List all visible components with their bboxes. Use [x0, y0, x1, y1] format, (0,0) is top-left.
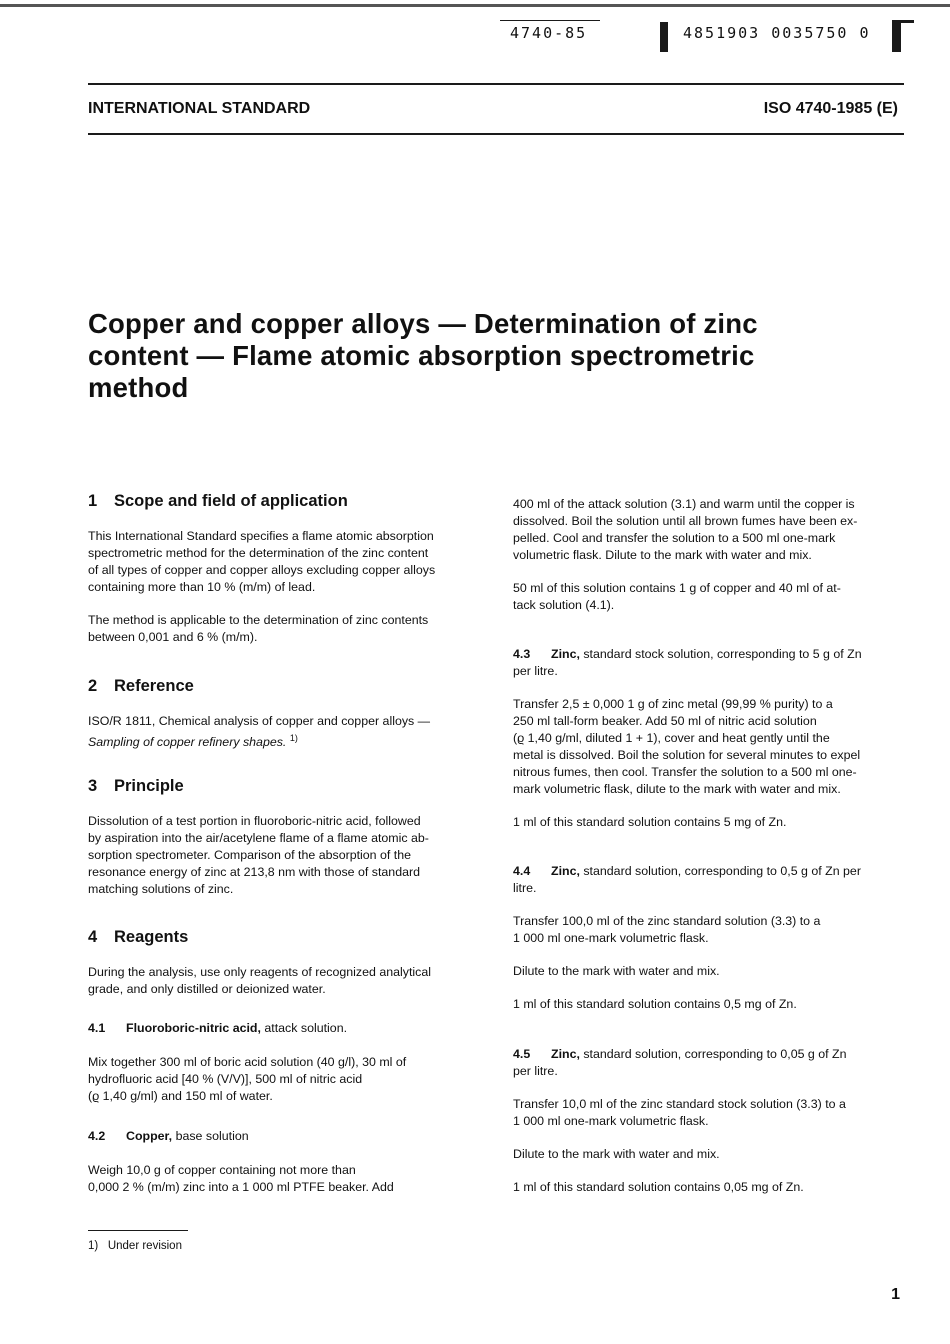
section-number: 3: [88, 777, 98, 795]
text-line: The method is applicable to the determination of zinc contents: [88, 613, 429, 627]
section-title: Reference: [114, 677, 194, 695]
scan-code-rule: [500, 20, 600, 21]
text-line: Transfer 2,5 ± 0,000 1 g of zinc metal (99,99 % purity) to a: [513, 697, 833, 711]
subsection-number: 4.3: [513, 647, 531, 661]
text-line: matching solutions of zinc.: [88, 882, 234, 896]
section-4-4-dilute: [513, 963, 901, 980]
title-line-2: content — Flame atomic absorption spectrometric: [88, 340, 755, 371]
subsection-rest: standard solution, corresponding to 0,5 g of Zn per: [579, 864, 861, 878]
footnote-ref: 1): [289, 733, 298, 743]
text-line: [88, 730, 476, 751]
section-4-3-heading: [513, 646, 901, 680]
text-line: ISO/R 1811, Chemical analysis of copper and copper alloys —: [88, 714, 431, 728]
section-number: 4: [88, 928, 98, 946]
section-title: Principle: [114, 777, 184, 795]
section-4-4-heading: [513, 863, 901, 897]
subsection-rest-cont: per litre.: [513, 1064, 558, 1078]
text-line: This International Standard specifies a flame atomic absorption: [88, 529, 434, 543]
section-1-para-2: [88, 612, 476, 646]
section-4-3-note: [513, 814, 901, 831]
page-number: 1: [891, 1286, 900, 1303]
header-left: INTERNATIONAL STANDARD: [88, 100, 311, 117]
footnote: [88, 1238, 182, 1255]
text-line: 400 ml of the attack solution (3.1) and warm until the copper is: [513, 497, 855, 511]
text-line: 0,000 2 % (m/m) zinc into a 1 000 ml PTFE beaker. Add: [88, 1180, 394, 1194]
reference-title: Sampling of copper refinery shapes.: [88, 735, 287, 750]
text-line: between 0,001 and 6 % (m/m).: [88, 630, 258, 644]
text-line: metal is dissolved. Boil the solution for several minutes to expel: [513, 748, 861, 762]
section-4-2-heading: [88, 1128, 249, 1145]
subsection-rest: attack solution.: [260, 1021, 348, 1035]
subsection-number: 4.1: [88, 1021, 106, 1035]
text-line: mark volumetric flask, dilute to the mark with water and mix.: [513, 782, 841, 796]
section-number: 1: [88, 492, 98, 510]
text-line: Dilute to the mark with water and mix.: [513, 1147, 720, 1161]
subsection-title: Fluoroboric-nitric acid,: [126, 1021, 261, 1035]
text-line: hydrofluoric acid [40 % (V/V)], 500 ml of nitric acid: [88, 1072, 363, 1086]
section-4-2-para-right: [513, 496, 901, 564]
section-number: 2: [88, 677, 98, 695]
text-line: containing more than 10 % (m/m) of lead.: [88, 580, 316, 594]
text-line: 1 000 ml one-mark volumetric flask.: [513, 1114, 709, 1128]
scan-code-left: 4740-85: [510, 24, 588, 42]
scan-bar-left: [660, 22, 668, 52]
subsection-title: Zinc,: [551, 1047, 580, 1061]
subsection-title: Zinc,: [551, 647, 580, 661]
text-line: tack solution (4.1).: [513, 598, 615, 612]
section-4-5-note: [513, 1179, 901, 1196]
text-line: by aspiration into the air/acetylene flame of a flame atomic ab-: [88, 831, 429, 845]
section-4-4-note: [513, 996, 901, 1013]
subsection-title: Zinc,: [551, 864, 580, 878]
section-4-1-para: [88, 1054, 476, 1105]
text-line: sorption spectrometer. Comparison of the absorption of the: [88, 848, 412, 862]
subsection-rest-cont: litre.: [513, 881, 537, 895]
section-4-para: [88, 964, 476, 998]
text-line: 1 ml of this standard solution contains 5 mg of Zn.: [513, 815, 787, 829]
scan-code-right: 4851903 0035750 0: [683, 24, 871, 42]
scan-bar-cap: [892, 20, 914, 23]
subsection-rest: standard stock solution, corresponding to 5 g of Zn: [579, 647, 862, 661]
header-rule-bottom: [88, 133, 904, 135]
footnote-rule: [88, 1230, 188, 1231]
text-line: 1 000 ml one-mark volumetric flask.: [513, 931, 709, 945]
text-line: Weigh 10,0 g of copper containing not more than: [88, 1163, 356, 1177]
footnote-marker: 1): [88, 1240, 99, 1252]
section-4-3-para: [513, 696, 901, 798]
section-title: Reagents: [114, 928, 189, 946]
footnote-text: Under revision: [107, 1240, 182, 1252]
text-line: nitrous fumes, then cool. Transfer the solution to a 500 ml one-: [513, 765, 857, 779]
section-4-5-dilute: [513, 1146, 901, 1163]
section-title: Scope and field of application: [114, 492, 348, 510]
subsection-title: Copper,: [126, 1129, 173, 1143]
text-line: 1 ml of this standard solution contains 0,5 mg of Zn.: [513, 997, 797, 1011]
text-line: grade, and only distilled or deionized water.: [88, 982, 326, 996]
text-line: Transfer 10,0 ml of the zinc standard stock solution (3.3) to a: [513, 1097, 846, 1111]
title-line-3: method: [88, 372, 189, 403]
section-4-heading: [88, 929, 188, 946]
scan-top-edge: [0, 4, 950, 7]
text-line: volumetric flask. Dilute to the mark with water and mix.: [513, 548, 812, 562]
text-line: Dissolution of a test portion in fluoroboric-nitric acid, followed: [88, 814, 421, 828]
text-line: (ϱ 1,40 g/ml) and 150 ml of water.: [88, 1089, 273, 1103]
subsection-rest: standard solution, corresponding to 0,05 g of Zn: [579, 1047, 847, 1061]
subsection-number: 4.5: [513, 1047, 531, 1061]
section-4-2-para-left: [88, 1162, 476, 1196]
subsection-rest-cont: per litre.: [513, 664, 558, 678]
text-line: resonance energy of zinc at 213,8 nm with those of standard: [88, 865, 420, 879]
text-line: of all types of copper and copper alloys excluding copper alloys: [88, 563, 436, 577]
section-1-para-1: [88, 528, 476, 596]
text-line: Transfer 100,0 ml of the zinc standard solution (3.3) to a: [513, 914, 821, 928]
text-line: 250 ml tall-form beaker. Add 50 ml of nitric acid solution: [513, 714, 817, 728]
page-title: [88, 308, 888, 404]
section-4-4-para: [513, 913, 901, 947]
section-3-para: [88, 813, 476, 898]
section-4-5-para: [513, 1096, 901, 1130]
section-4-1-heading: [88, 1020, 347, 1037]
subsection-rest: base solution: [172, 1129, 249, 1143]
text-line: pelled. Cool and transfer the solution to a 500 ml one-mark: [513, 531, 836, 545]
scan-bar-right: [892, 22, 901, 52]
section-2-para: [88, 713, 476, 751]
section-4-5-heading: [513, 1046, 901, 1080]
text-line: dissolved. Boil the solution until all brown fumes have been ex-: [513, 514, 858, 528]
text-line: (ϱ 1,40 g/ml, diluted 1 + 1), cover and heat gently until the: [513, 731, 830, 745]
subsection-number: 4.2: [88, 1129, 106, 1143]
section-2-heading: [88, 678, 194, 695]
text-line: Dilute to the mark with water and mix.: [513, 964, 720, 978]
text-line: 50 ml of this solution contains 1 g of copper and 40 ml of at-: [513, 581, 841, 595]
text-line: 1 ml of this standard solution contains 0,05 mg of Zn.: [513, 1180, 804, 1194]
text-line: During the analysis, use only reagents of recognized analytical: [88, 965, 432, 979]
header-rule-top: [88, 83, 904, 85]
title-line-1: Copper and copper alloys — Determination of zinc: [88, 308, 758, 339]
header-right: ISO 4740-1985 (E): [763, 100, 898, 117]
text-line: spectrometric method for the determination of the zinc content: [88, 546, 429, 560]
text-line: Mix together 300 ml of boric acid solution (40 g/l), 30 ml of: [88, 1055, 407, 1069]
section-3-heading: [88, 778, 184, 795]
section-1-heading: [88, 493, 348, 510]
subsection-number: 4.4: [513, 864, 531, 878]
section-4-2-note: [513, 580, 901, 614]
